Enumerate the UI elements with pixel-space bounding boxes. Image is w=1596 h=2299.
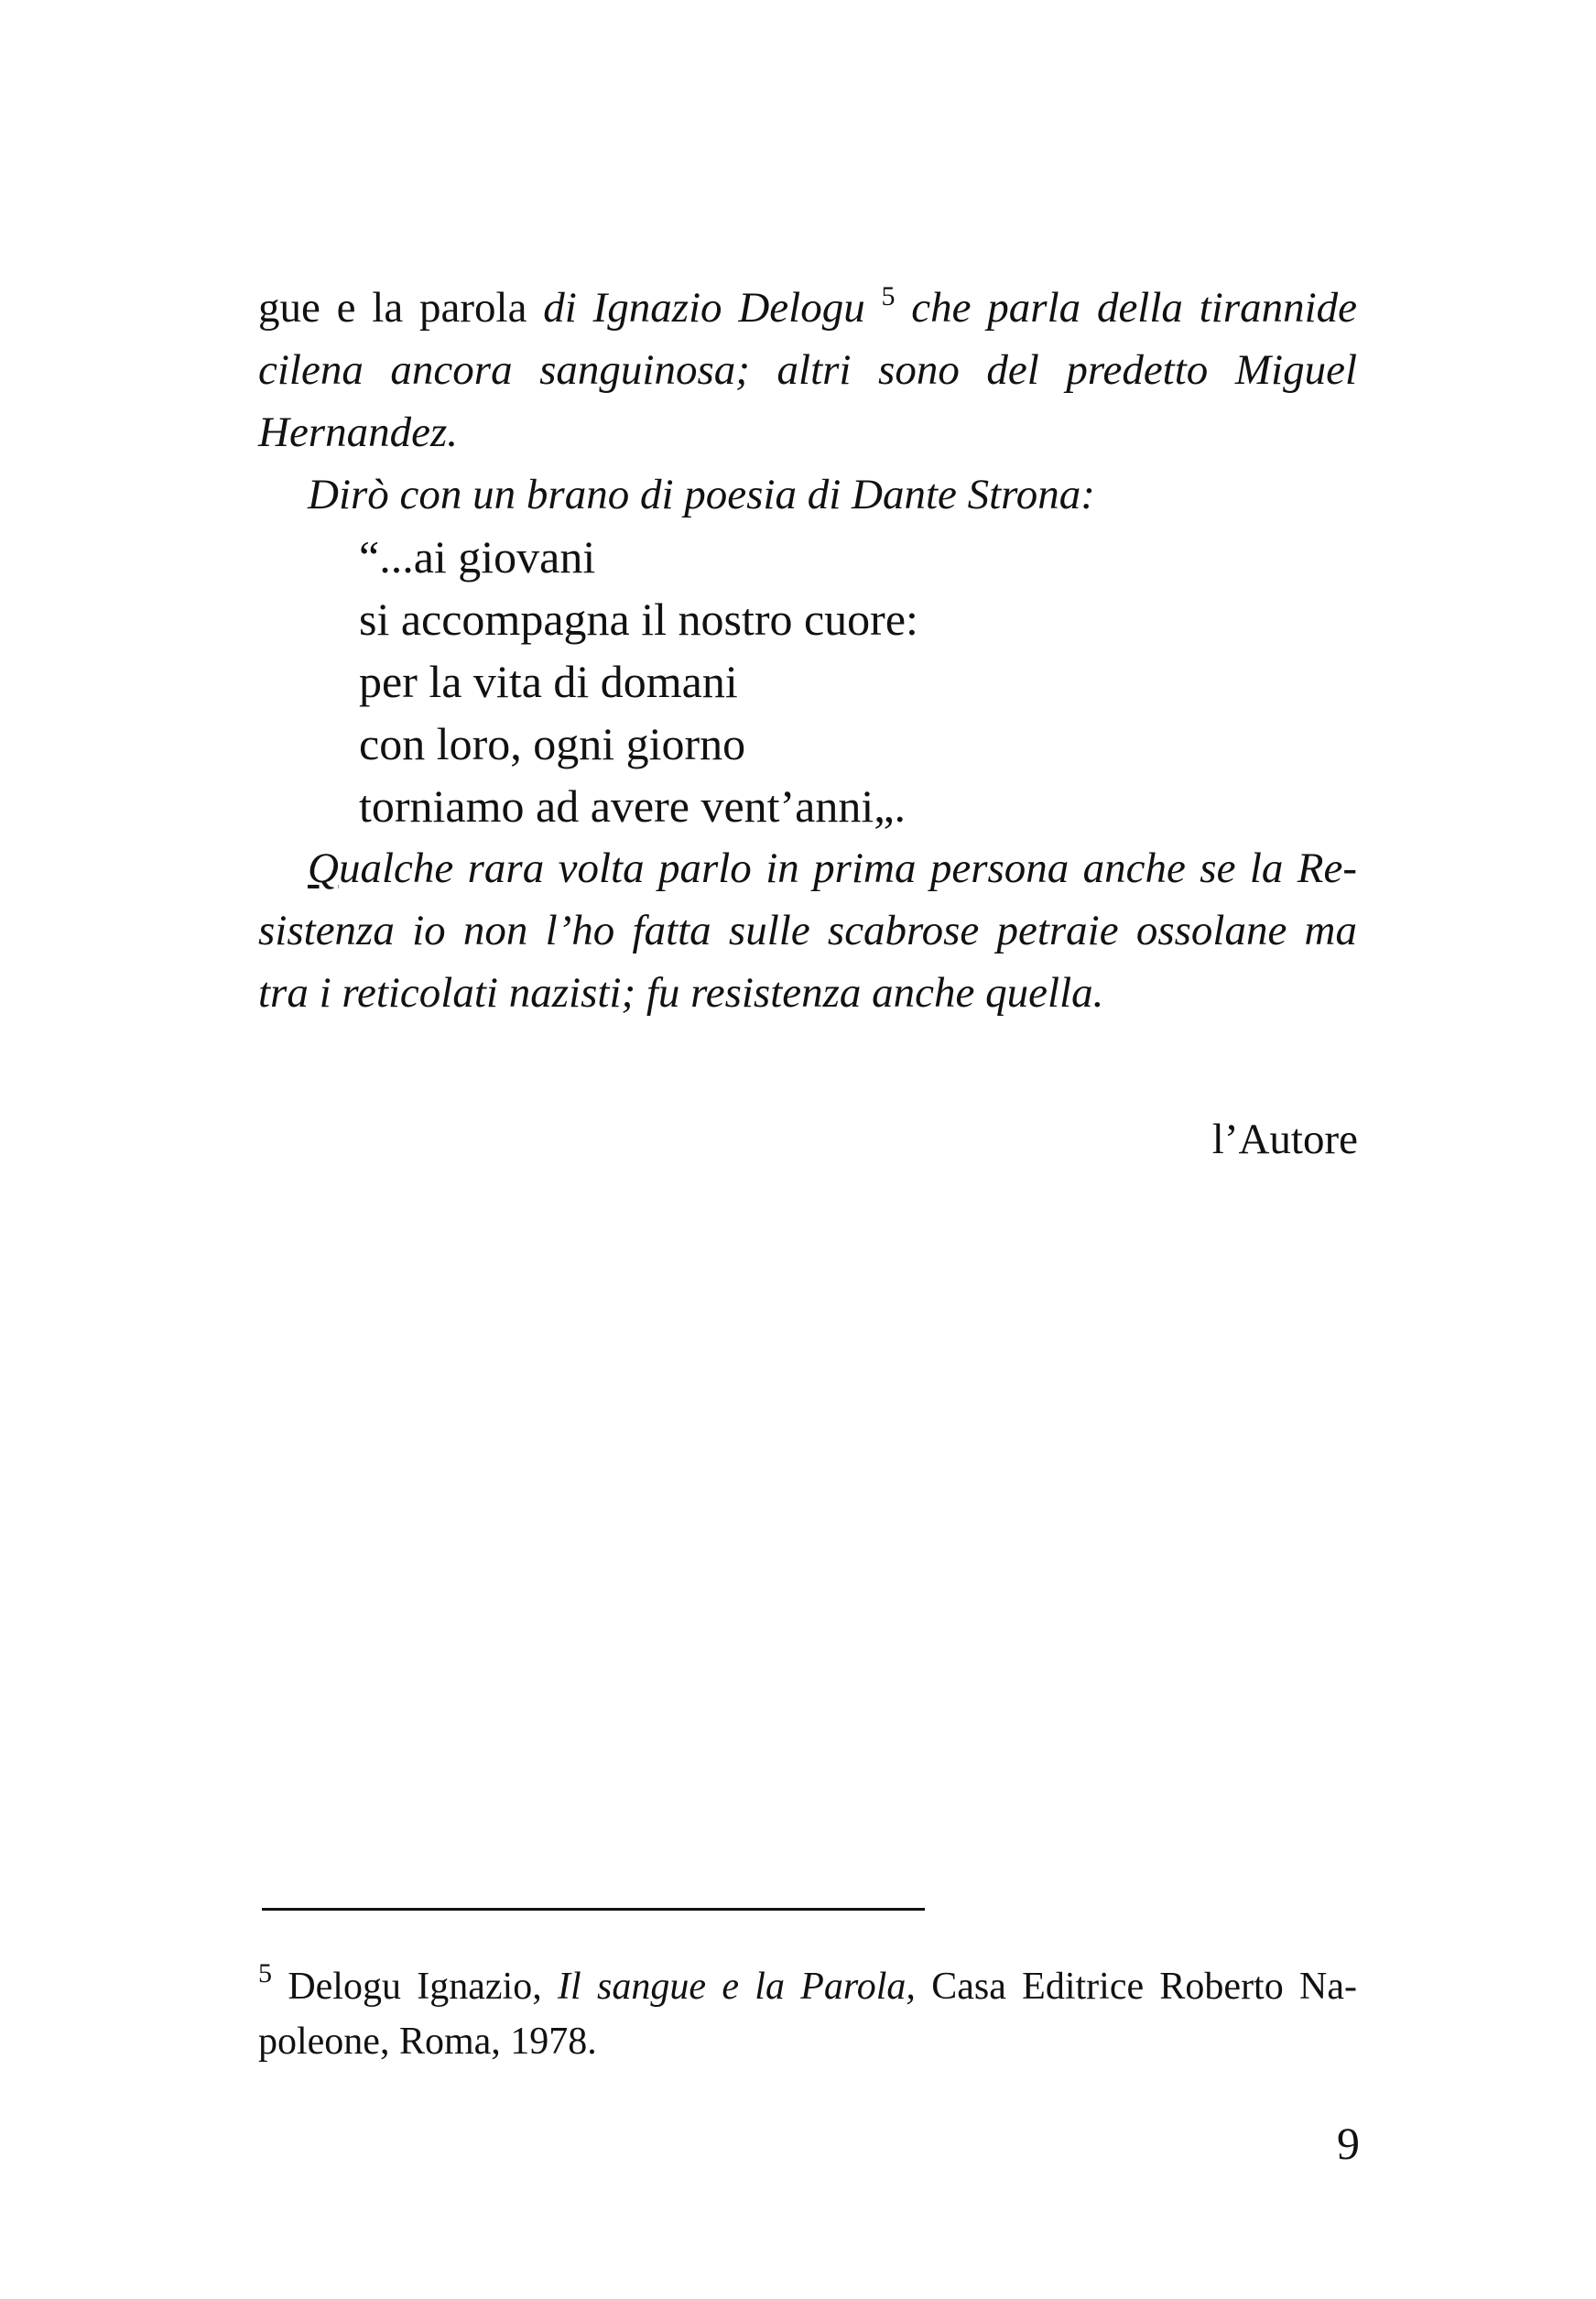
paragraph-2-line-3: tra i reticolati nazisti; fu resistenza anche quella.: [258, 969, 1104, 1017]
paragraph-2-line-2: sistenza io non l’ho fatta sulle scabrose petraie ossolane ma: [258, 907, 1357, 954]
footnote-divider: [262, 1908, 925, 1911]
footnote: [258, 1946, 1357, 2069]
main-text: [258, 266, 1357, 1024]
text-line-2: cilena ancora sanguinosa; altri sono del predetto Miguel: [258, 346, 1357, 394]
text-fragment: ualche rara volta parlo in prima persona anche se la Re-: [338, 844, 1357, 892]
italic-fragment: che parla della tirannide: [895, 284, 1358, 332]
verse-line: si accompagna il nostro cuore:: [359, 594, 918, 645]
poem-quote: [258, 526, 1357, 837]
author-signature: l’Autore: [1211, 1116, 1358, 1163]
verse-line: con loro, ogni giorno: [359, 718, 746, 769]
text-line-3: Hernandez.: [258, 409, 458, 456]
page-number: 9: [1337, 2118, 1360, 2169]
footnote-line-1: [258, 1946, 1357, 2014]
text-fragment: gue e la parola: [258, 284, 544, 332]
underlined-initial: Q: [308, 844, 339, 892]
verse-line: “...ai giovani: [359, 531, 596, 583]
footnote-line-2: poleone, Roma, 1978.: [258, 2021, 597, 2063]
verse-line: per la vita di domani: [359, 656, 738, 707]
paragraph-2-line-1: [258, 837, 1357, 899]
text-line-1: [258, 266, 1357, 339]
italic-fragment: di Ignazio Delogu: [543, 284, 865, 332]
footnote-reference: 5: [881, 281, 896, 311]
footnote-title: Il sangue e la Parola,: [558, 1966, 916, 2008]
footnote-author: Delogu Ignazio,: [272, 1966, 559, 2008]
footnote-publisher: Casa Editrice Roberto Na-: [915, 1966, 1358, 2008]
footnote-marker: 5: [258, 1958, 272, 1988]
verse-line: torniamo ad avere vent’anni„.: [359, 780, 906, 832]
text-line-4: Dirò con un brano di poesia di Dante Strona:: [308, 471, 1095, 518]
